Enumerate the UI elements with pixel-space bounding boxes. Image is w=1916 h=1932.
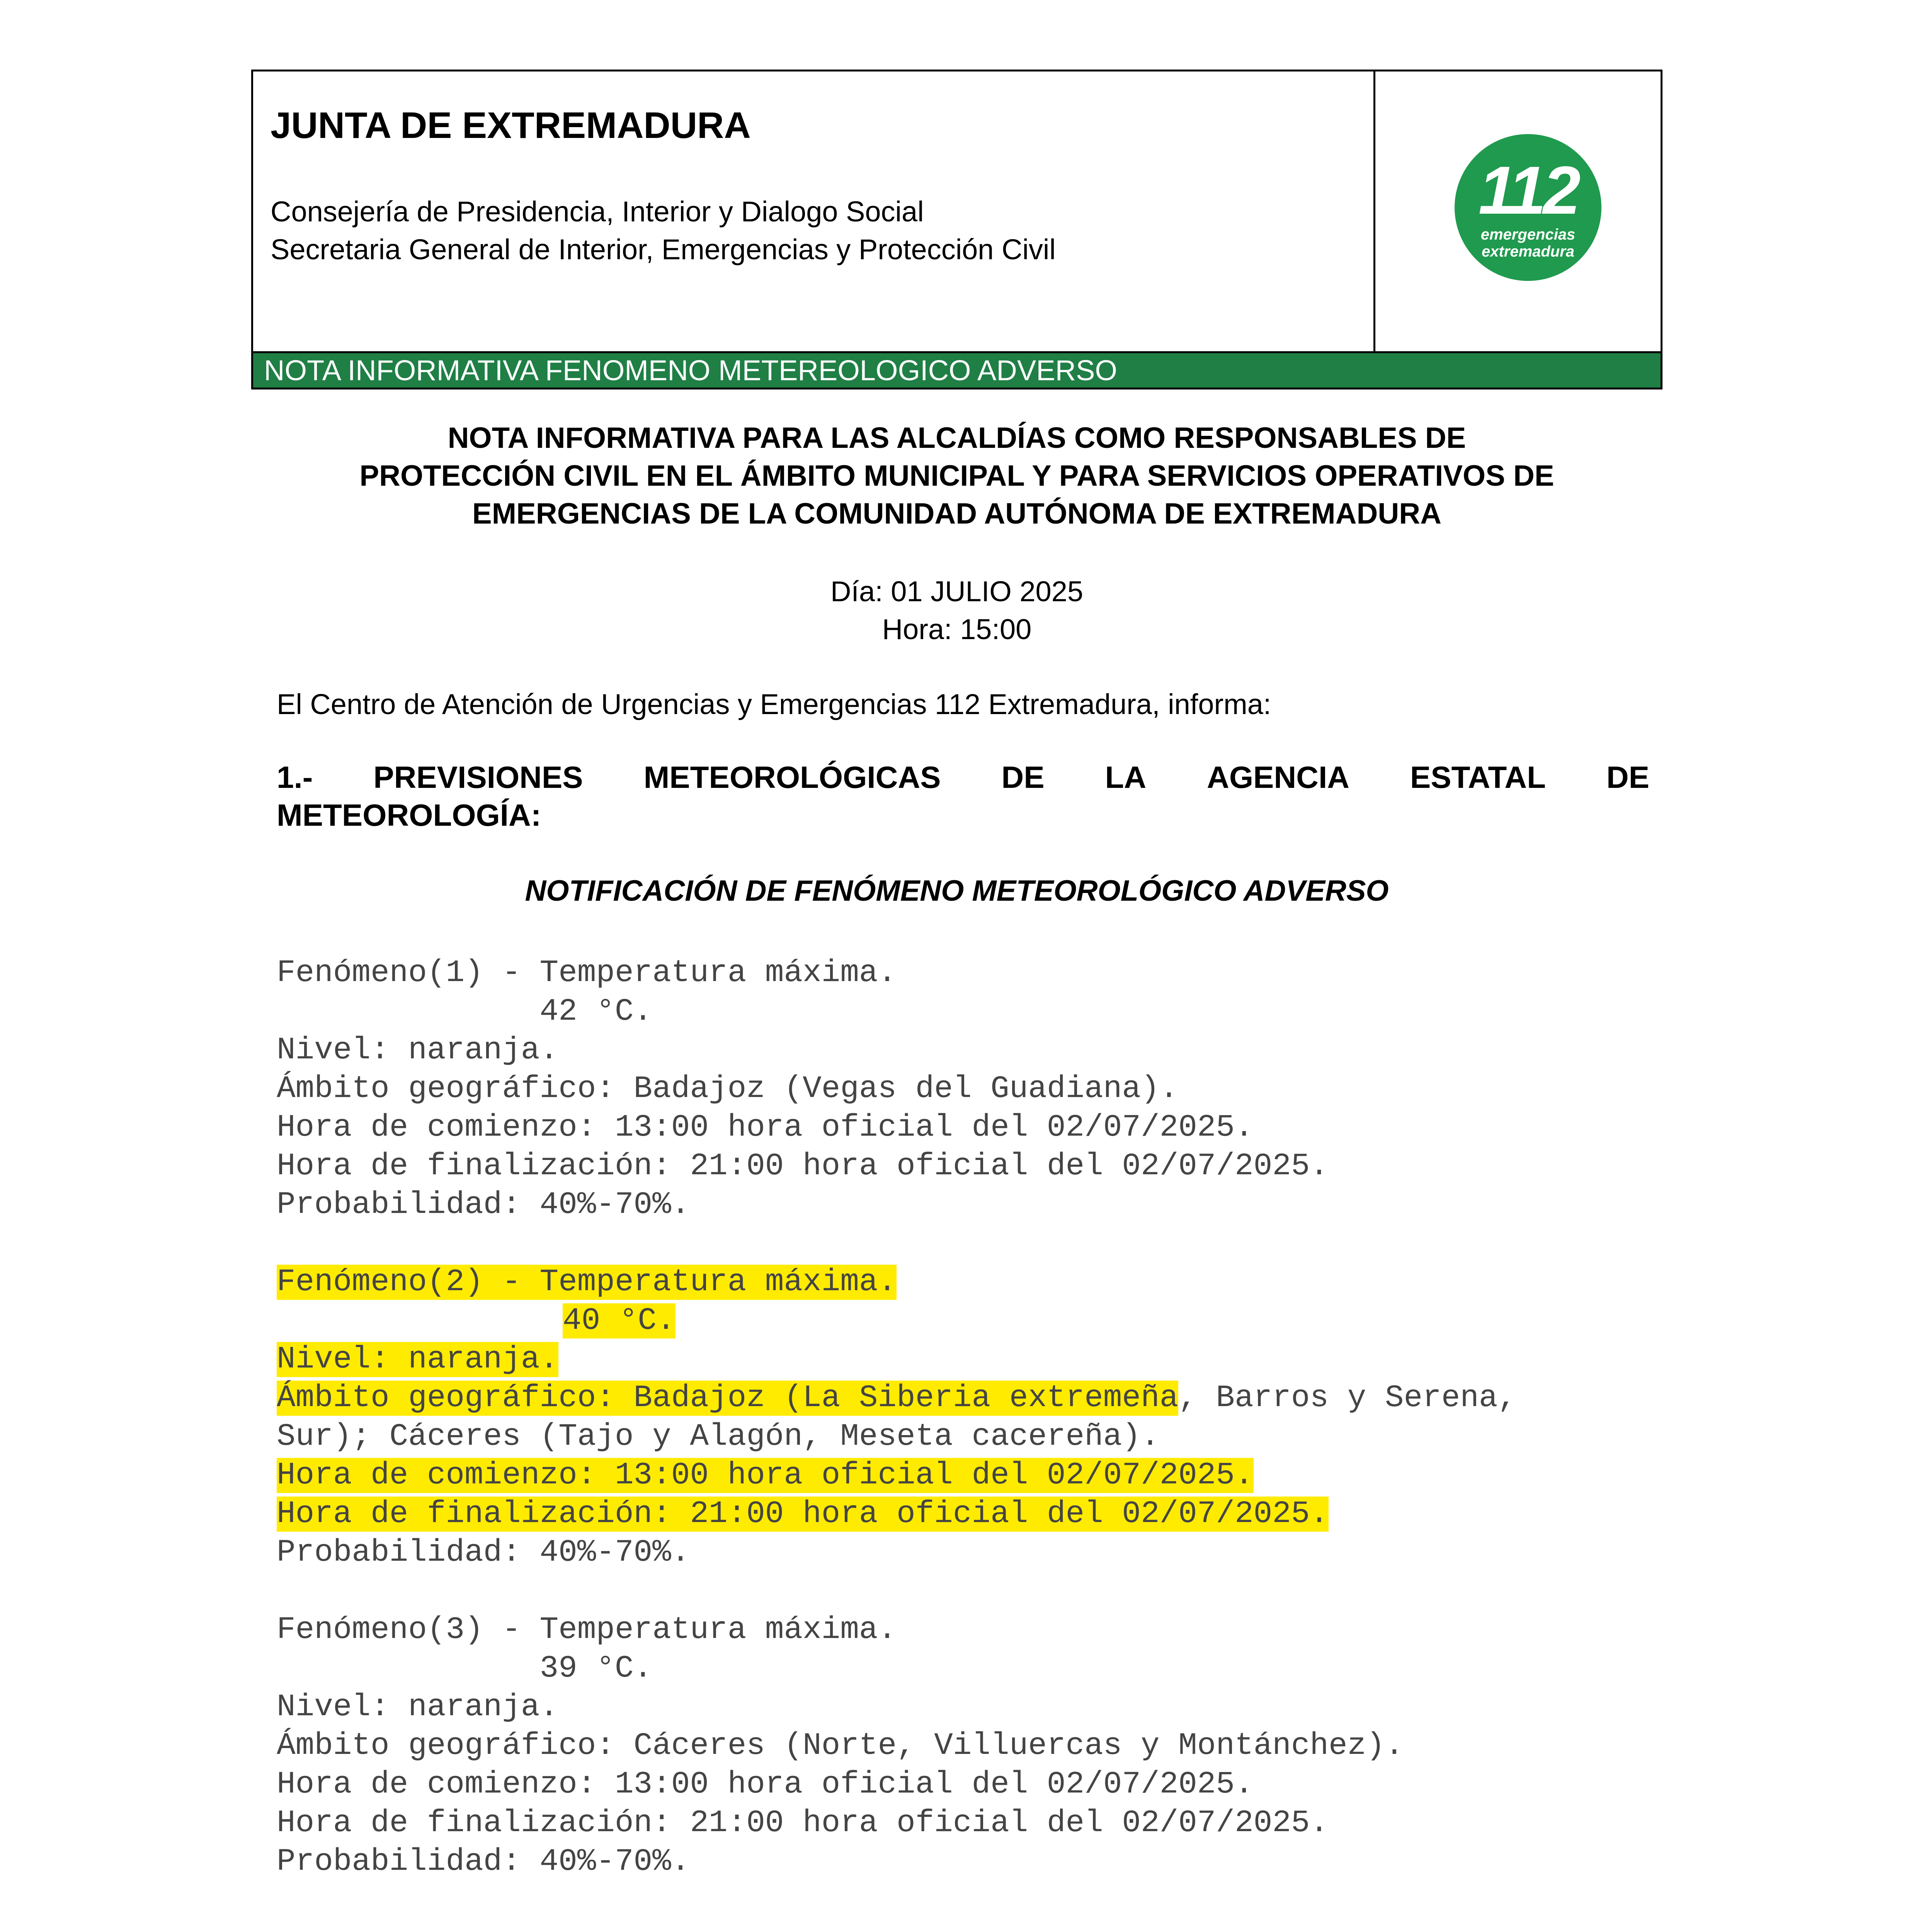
heading-word: ESTATAL bbox=[1410, 760, 1546, 794]
highlighted-text: Ámbito geográfico: Badajoz (La Siberia extremeña bbox=[277, 1381, 1179, 1416]
phenomenon-2-line-5: Sur); Cáceres (Tajo y Alagón, Meseta cacereña). bbox=[277, 1419, 1160, 1454]
heading-word: LA bbox=[1105, 760, 1147, 794]
heading-word: DE bbox=[1001, 760, 1045, 794]
phenomenon-2-line-6 bbox=[277, 1460, 1254, 1491]
header-band-text: NOTA INFORMATIVA FENOMENO METEREOLOGICO ADVERSO bbox=[264, 354, 1117, 386]
document-title-line-2: PROTECCIÓN CIVIL EN EL ÁMBITO MUNICIPAL Y PARA SERVICIOS OPERATIVOS DE bbox=[359, 459, 1554, 492]
112-emergencias-logo bbox=[1455, 134, 1601, 281]
phenomenon-2-line-4 bbox=[277, 1383, 1516, 1414]
plain-text: , Barros y Serena, bbox=[1178, 1381, 1517, 1416]
heading-word: 1.- bbox=[277, 760, 313, 794]
intro-text: El Centro de Atención de Urgencias y Emergencias 112 Extremadura, informa: bbox=[277, 688, 1271, 720]
org-secretariat: Secretaria General de Interior, Emergencias y Protección Civil bbox=[271, 233, 1056, 265]
header-org-cell bbox=[253, 71, 1375, 351]
phenomenon-3-line: Ámbito geográfico: Cáceres (Norte, Villuercas y Montánchez). bbox=[277, 1728, 1404, 1764]
highlighted-text: 40 °C. bbox=[563, 1303, 676, 1338]
header-logo-cell bbox=[1375, 71, 1661, 351]
org-title: JUNTA DE EXTREMADURA bbox=[271, 105, 751, 146]
highlighted-text: Nivel: naranja. bbox=[277, 1342, 559, 1377]
phenomenon-3-line: Hora de comienzo: 13:00 hora oficial del 02/07/2025. bbox=[277, 1767, 1254, 1802]
header-box bbox=[251, 70, 1662, 389]
document-title-line-1: NOTA INFORMATIVA PARA LAS ALCALDÍAS COMO RESPONSABLES DE bbox=[448, 422, 1466, 454]
phenomenon-2-line-2 bbox=[563, 1305, 676, 1337]
logo-subtitle-1: emergencias bbox=[1480, 226, 1576, 243]
logo-number: 112 bbox=[1478, 153, 1578, 228]
notification-title: NOTIFICACIÓN DE FENÓMENO METEOROLÓGICO ADVERSO bbox=[525, 874, 1389, 907]
phenomenon-1-line: Nivel: naranja. bbox=[277, 1033, 559, 1068]
section1-heading-line-2: METEOROLOGÍA: bbox=[277, 798, 541, 832]
phenomenon-2-line-7 bbox=[277, 1498, 1329, 1530]
phenomenon-1-line: Ámbito geográfico: Badajoz (Vegas del Guadiana). bbox=[277, 1071, 1179, 1107]
logo-subtitle-2: extremadura bbox=[1481, 243, 1575, 260]
org-department: Consejería de Presidencia, Interior y Dialogo Social bbox=[271, 196, 924, 228]
phenomenon-1-line: Probabilidad: 40%-70%. bbox=[277, 1187, 690, 1223]
phenomenon-3-line: Fenómeno(3) - Temperatura máxima. bbox=[277, 1612, 897, 1648]
heading-word: DE bbox=[1606, 760, 1649, 794]
header-band bbox=[253, 351, 1661, 388]
time-line: Hora: 15:00 bbox=[882, 613, 1032, 645]
phenomenon-2-line-3 bbox=[277, 1344, 558, 1375]
phenomenon-3-line: Probabilidad: 40%-70%. bbox=[277, 1844, 690, 1879]
phenomenon-3-line: Hora de finalización: 21:00 hora oficial del 02/07/2025. bbox=[277, 1806, 1329, 1841]
phenomenon-1-line: Hora de comienzo: 13:00 hora oficial del 02/07/2025. bbox=[277, 1110, 1254, 1145]
phenomenon-2-line-8: Probabilidad: 40%-70%. bbox=[277, 1535, 690, 1570]
phenomenon-1-line: Fenómeno(1) - Temperatura máxima. bbox=[277, 956, 897, 991]
highlighted-text: Hora de comienzo: 13:00 hora oficial del 02/07/2025. bbox=[277, 1458, 1254, 1493]
heading-word: AGENCIA bbox=[1207, 760, 1349, 794]
phenomenon-2-line-1 bbox=[277, 1267, 897, 1298]
phenomenon-3-line: Nivel: naranja. bbox=[277, 1690, 559, 1725]
highlighted-text: Hora de finalización: 21:00 hora oficial del 02/07/2025. bbox=[277, 1497, 1329, 1532]
section1-heading-line-1 bbox=[277, 760, 1649, 795]
highlighted-text: Fenómeno(2) - Temperatura máxima. bbox=[277, 1265, 897, 1300]
heading-word: PREVISIONES bbox=[373, 760, 583, 794]
phenomenon-1-line: Hora de finalización: 21:00 hora oficial del 02/07/2025. bbox=[277, 1149, 1329, 1184]
document-title-line-3: EMERGENCIAS DE LA COMUNIDAD AUTÓNOMA DE EXTREMADURA bbox=[472, 497, 1441, 530]
phenomenon-3-line: 39 °C. bbox=[277, 1651, 653, 1686]
date-line: Día: 01 JULIO 2025 bbox=[830, 575, 1084, 607]
phenomenon-1-line: 42 °C. bbox=[277, 994, 653, 1029]
heading-word: METEOROLÓGICAS bbox=[643, 760, 941, 794]
